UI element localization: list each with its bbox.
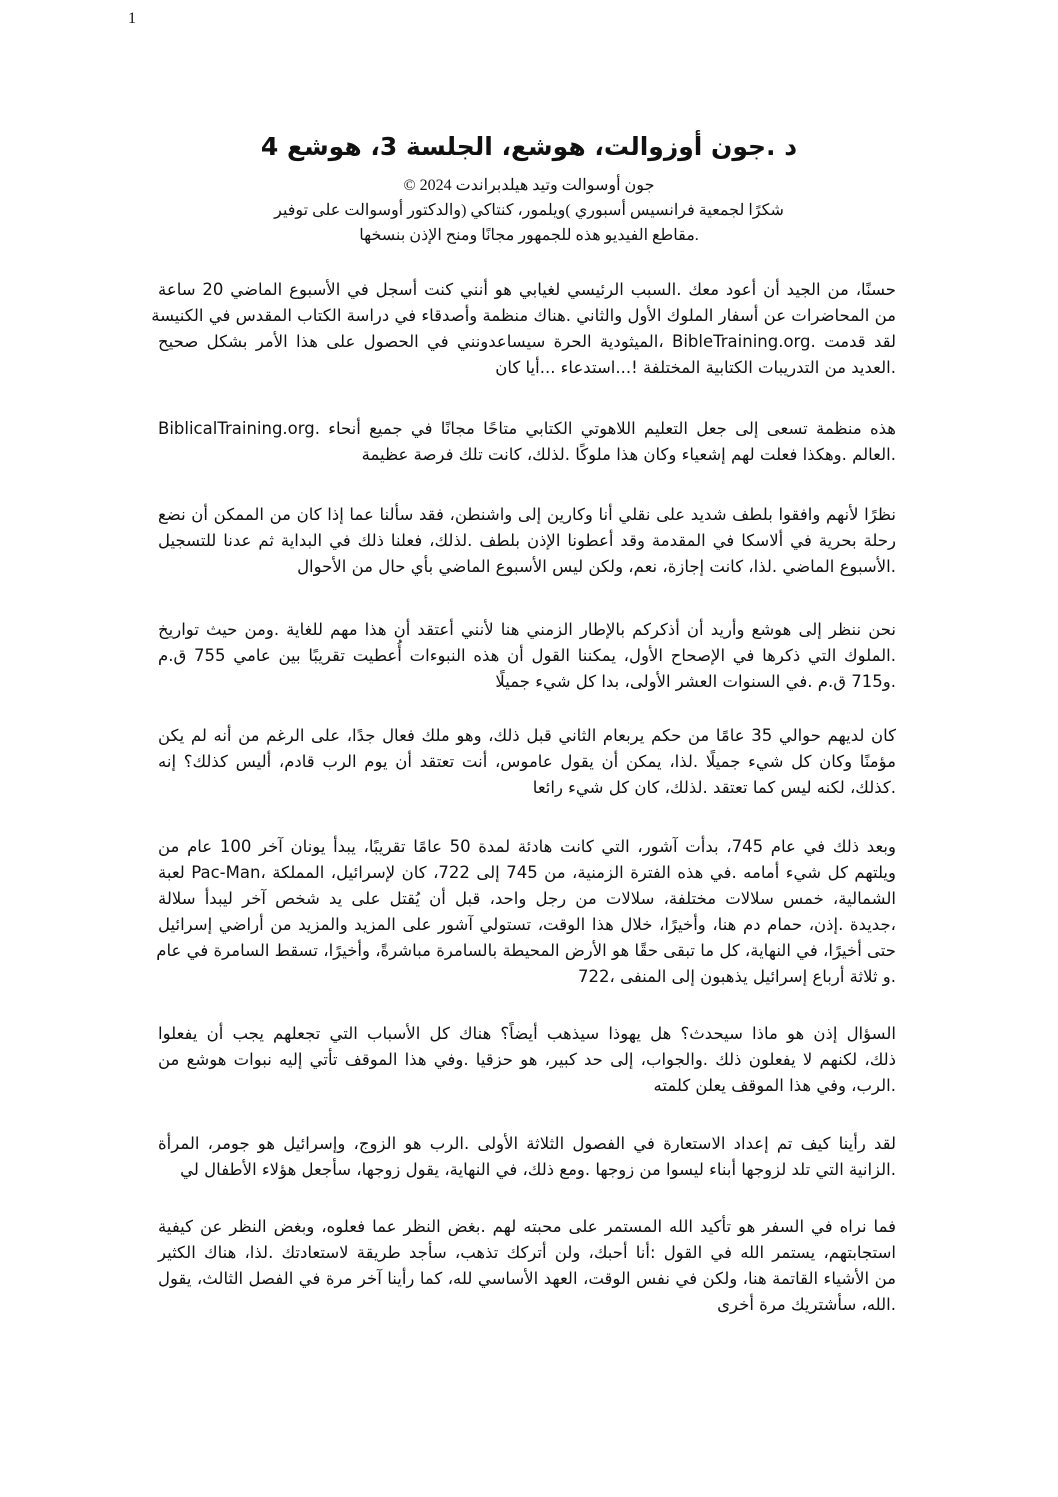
text-line: .العالم .وهكذا فعلت لهم إشعياء وكان هذا ملوكًا .لذلك، كانت تلك فرصة عظيمة xyxy=(361,445,896,464)
document-title: د .جون أوزوالت، هوشع، الجلسة 3، هوشع 4 xyxy=(260,132,798,161)
text-line: استجابتهم، يستمر الله في القول :أنا أحبك، ولن أتركك تذهب، سأجد طريقة لاستعادتك .لذا، هناك الكثير xyxy=(158,1243,896,1262)
text-line: الشمالية، خمس سلالات مختلفة، سلالات من رجل واحد، قبل أن يُقتل على يد شخص آخر ليبدأ سلالة xyxy=(158,889,896,908)
text-line: .الملوك التي ذكرها في الإصحاح الأول، يمكننا القول أن هذه النبوءات أُعطيت تقريبًا بين عامي 755 ق.م xyxy=(158,646,896,665)
text-line: من المحاضرات عن أسفار الملوك الأول والثاني .هناك منظمة وأصدقاء في دراسة الكتاب المقدس في الكنيسة xyxy=(151,306,896,325)
page-number: 1 xyxy=(128,10,136,27)
copyright-line: جون أوسوالت وتيد هيلدبراندت 2024 © xyxy=(403,177,655,194)
text-line: رحلة بحرية في ألاسكا في المقدمة وقد أعطونا الإذن بلطف .لذلك، فعلنا ذلك في البداية ثم عدنا للتسجيل xyxy=(158,531,896,550)
text-line: ذلك، لكنهم لا يفعلون ذلك .والجواب، إلى حد كبير، هو حزقيا .وفي هذا الموقف تأتي إليه نبوات هوشع من xyxy=(158,1050,896,1069)
text-line: من الأشياء القاتمة هنا، ولكن في نفس الوقت، العهد الأساسي لله، كما رأينا آخر مرة في الفصل الثالث، يقول xyxy=(158,1269,896,1288)
text-line: .و715 ق.م .في السنوات العشر الأولى، بدا كل شيء جميلًا xyxy=(495,672,896,691)
paragraph xyxy=(158,416,896,468)
text-line: حسنًا، من الجيد أن أعود معك .السبب الرئيسي لغيابي هو أنني كنت أسجل في الأسبوع الماضي 20 ساعة xyxy=(158,280,896,299)
text-line: .العديد من التدريبات الكتابية المختلفة !...استدعاء ...أيا كان xyxy=(495,358,896,377)
text-line: وبعد ذلك في عام 745، بدأت آشور، التي كانت هادئة لمدة 50 عامًا تقريبًا، يبدأ يونان آخر 100 عام من xyxy=(158,837,896,856)
text-line: نحن ننظر إلى هوشع وأريد أن أذكركم بالإطار الزمني هنا لأنني أعتقد أن هذا مهم للغاية .ومن حيث تواريخ xyxy=(158,620,896,639)
paragraph xyxy=(158,502,896,580)
text-line: ،جديدة .إذن، حمام دم هنا، وأخيرًا، خلال هذا الوقت، تستولي آشور على المزيد والمزيد من أراضي إسرائيل xyxy=(158,915,896,934)
text-line: لقد قدمت .BibleTraining.org ،الميثودية الحرة سيساعدونني في الحصول على هذا الأمر بشكل صحيح xyxy=(158,332,897,351)
text-line: ويلتهم كل شيء أمامه .في هذه الفترة الزمنية، من 745 إلى 722، كان لإسرائيل، المملكة ،Pac-Man لعبة xyxy=(158,863,896,882)
paragraph xyxy=(158,834,896,990)
paragraph xyxy=(151,277,897,381)
text-line: .كذلك، لكنه ليس كما تعتقد .لذلك، كان كل شيء رائعا xyxy=(532,778,896,797)
text-line: السؤال إذن هو ماذا سيحدث؟ هل يهوذا سيذهب أيضاً؟ هناك كل الأسباب التي تجعلهم يجب أن يفعلوا xyxy=(158,1024,896,1043)
text-line: مؤمنًا وكان كل شيء جميلًا .لذا، يمكن أن يقول عاموس، أنت تعتقد أن يوم الرب قادم، أليس كذلك؟ إنه xyxy=(158,752,896,771)
paragraph xyxy=(158,1021,896,1099)
paragraph xyxy=(158,1214,896,1318)
text-line: .الرب، وفي هذا الموقف يعلن كلمته xyxy=(653,1076,896,1095)
text-line: .الزانية التي تلد لزوجها أبناء ليسوا من زوجها .ومع ذلك، في النهاية، يقول زوجها، سأجعل هؤلاء الأطفال لي xyxy=(180,1160,896,1179)
credits-line-2: .مقاطع الفيديو هذه للجمهور مجانًا ومنح الإذن بنسخها xyxy=(359,227,699,244)
text-line: حتى أخيرًا، في النهاية، كل ما تبقى حقًا هو الأرض المحيطة بالسامرة مباشرةً، وأخيرًا، تسقط السامرة في عام xyxy=(156,941,896,960)
text-line: كان لديهم حوالي 35 عامًا من حكم يربعام الثاني قبل ذلك، وهو ملك فعال جدًا، على الرغم من أنه لم يكن xyxy=(158,726,896,745)
text-line: .الله، سأشتريك مرة أخرى xyxy=(717,1295,896,1314)
paragraph xyxy=(158,617,896,695)
credits-line-1: شكرًا لجمعية فرانسيس أسبوري )ويلمور، كنتاكي (والدكتور أوسوالت على توفير xyxy=(274,202,784,219)
text-line: هذه منظمة تسعى إلى جعل التعليم اللاهوتي الكتابي متاحًا مجانًا في جميع أنحاء .BiblicalTraining.org xyxy=(158,419,896,438)
text-line: لقد رأينا كيف تم إعداد الاستعارة في الفصول الثلاثة الأولى .الرب هو الزوج، وإسرائيل هو جومر، المرأة xyxy=(158,1134,896,1153)
paragraph xyxy=(158,1131,896,1183)
text-line: نظرًا لأنهم وافقوا بلطف شديد على نقلي أنا وكارين إلى واشنطن، فقد سألنا عما إذا كان من الممكن أن نضع xyxy=(158,505,896,524)
paragraph xyxy=(158,723,896,801)
text-line: فما نراه في السفر هو تأكيد الله المستمر على محبته لهم .بغض النظر عما فعلوه، وبغض النظر عن كيفية xyxy=(158,1217,896,1236)
text-line: .و ثلاثة أرباع إسرائيل يذهبون إلى المنفى ،722 xyxy=(578,967,896,986)
text-line: .الأسبوع الماضي .لذا، كانت إجازة، نعم، ولكن ليس الأسبوع الماضي بأي حال من الأحوال xyxy=(297,557,896,576)
